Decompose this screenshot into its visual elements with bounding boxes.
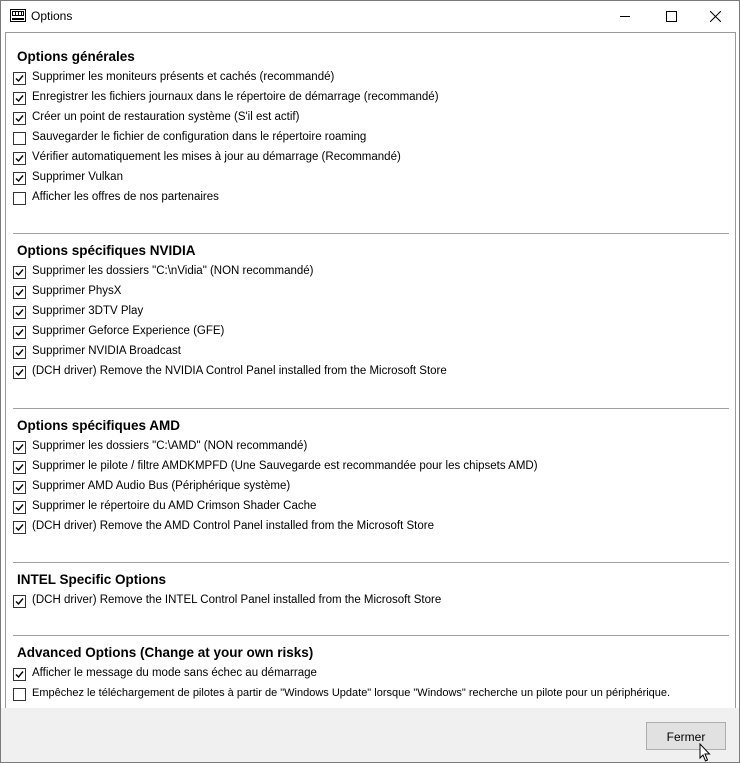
checkbox[interactable] xyxy=(13,72,26,85)
checkbox[interactable] xyxy=(13,595,26,608)
mouse-cursor-icon xyxy=(699,743,713,763)
checkmark-icon xyxy=(15,268,24,277)
option-label: Supprimer les dossiers "C:\AMD" (NON recommandé) xyxy=(32,440,308,452)
checkmark-icon xyxy=(15,74,24,83)
checkmark-icon xyxy=(15,523,24,532)
option-label: Créer un point de restauration système (S'il est actif) xyxy=(32,111,300,123)
checkmark-icon xyxy=(15,503,24,512)
title-bar[interactable] xyxy=(1,1,739,32)
checkbox[interactable] xyxy=(13,346,26,359)
checkbox[interactable] xyxy=(13,286,26,299)
checkbox[interactable] xyxy=(13,152,26,165)
checkmark-icon xyxy=(15,368,24,377)
option-label: Supprimer NVIDIA Broadcast xyxy=(32,345,181,357)
option-label: Supprimer le répertoire du AMD Crimson Shader Cache xyxy=(32,500,317,512)
section-divider xyxy=(13,562,729,563)
checkbox[interactable] xyxy=(13,306,26,319)
checkbox[interactable] xyxy=(13,366,26,379)
checkmark-icon xyxy=(15,308,24,317)
checkmark-icon xyxy=(15,94,24,103)
checkbox[interactable] xyxy=(13,688,26,701)
option-label: Afficher les offres de nos partenaires xyxy=(32,191,219,203)
section-title: Options générales xyxy=(17,49,135,64)
option-label: Supprimer PhysX xyxy=(32,285,122,297)
section-title: INTEL Specific Options xyxy=(17,572,167,587)
option-label: Supprimer les dossiers "C:\nVidia" (NON recommandé) xyxy=(32,265,314,277)
option-label: Enregistrer les fichiers journaux dans le répertoire de démarrage (recommandé) xyxy=(32,91,439,103)
checkmark-icon xyxy=(15,174,24,183)
option-label: Vérifier automatiquement les mises à jour au démarrage (Recommandé) xyxy=(32,151,401,163)
minimize-button[interactable] xyxy=(603,1,649,32)
checkmark-icon xyxy=(15,154,24,163)
checkbox[interactable] xyxy=(13,132,26,145)
window-title: Options xyxy=(31,9,73,23)
checkbox[interactable] xyxy=(13,481,26,494)
maximize-icon xyxy=(666,11,677,22)
checkmark-icon xyxy=(15,463,24,472)
close-icon xyxy=(710,11,721,22)
checkmark-icon xyxy=(15,443,24,452)
checkmark-icon xyxy=(15,670,24,679)
checkbox[interactable] xyxy=(13,441,26,454)
option-label: (DCH driver) Remove the AMD Control Panel installed from the Microsoft Store xyxy=(32,520,435,532)
section-title: Options spécifiques AMD xyxy=(17,418,181,433)
section-divider xyxy=(13,635,729,636)
checkmark-icon xyxy=(15,348,24,357)
checkbox[interactable] xyxy=(13,326,26,339)
checkbox[interactable] xyxy=(13,192,26,205)
checkbox[interactable] xyxy=(13,112,26,125)
option-label: Sauvegarder le fichier de configuration dans le répertoire roaming xyxy=(32,131,367,143)
footer-bar xyxy=(1,708,739,762)
checkmark-icon xyxy=(15,114,24,123)
option-label: (DCH driver) Remove the NVIDIA Control Panel installed from the Microsoft Store xyxy=(32,365,447,377)
option-label: Supprimer les moniteurs présents et cachés (recommandé) xyxy=(32,71,335,83)
fermer-button[interactable]: Fermer xyxy=(646,722,726,750)
checkmark-icon xyxy=(15,483,24,492)
option-label: Supprimer Geforce Experience (GFE) xyxy=(32,325,225,337)
section-title: Advanced Options (Change at your own risks) xyxy=(17,645,314,660)
checkbox[interactable] xyxy=(13,461,26,474)
option-label: Supprimer 3DTV Play xyxy=(32,305,144,317)
options-panel xyxy=(5,32,736,709)
checkbox[interactable] xyxy=(13,172,26,185)
option-label: (DCH driver) Remove the INTEL Control Panel installed from the Microsoft Store xyxy=(32,594,442,606)
checkmark-icon xyxy=(15,328,24,337)
maximize-button[interactable] xyxy=(649,1,695,32)
checkmark-icon xyxy=(15,288,24,297)
section-divider xyxy=(13,408,729,409)
app-icon xyxy=(10,9,26,22)
checkbox[interactable] xyxy=(13,668,26,681)
close-window-button[interactable] xyxy=(693,1,739,32)
option-label: Afficher le message du mode sans échec au démarrage xyxy=(32,667,317,679)
checkbox[interactable] xyxy=(13,521,26,534)
checkbox[interactable] xyxy=(13,92,26,105)
option-label: Supprimer Vulkan xyxy=(32,171,123,183)
checkbox[interactable] xyxy=(13,501,26,514)
minimize-icon xyxy=(620,11,631,22)
section-divider xyxy=(13,233,729,234)
checkbox[interactable] xyxy=(13,266,26,279)
checkmark-icon xyxy=(15,597,24,606)
option-label: Supprimer AMD Audio Bus (Périphérique système) xyxy=(32,480,291,492)
option-label: Supprimer le pilote / filtre AMDKMPFD (Une Sauvegarde est recommandée pour les chipsets AMD) xyxy=(32,460,538,472)
section-title: Options spécifiques NVIDIA xyxy=(17,243,196,258)
option-label: Empêchez le téléchargement de pilotes à partir de "Windows Update" lorsque "Windows" recherche un pilote pour un périphérique. xyxy=(32,687,671,699)
